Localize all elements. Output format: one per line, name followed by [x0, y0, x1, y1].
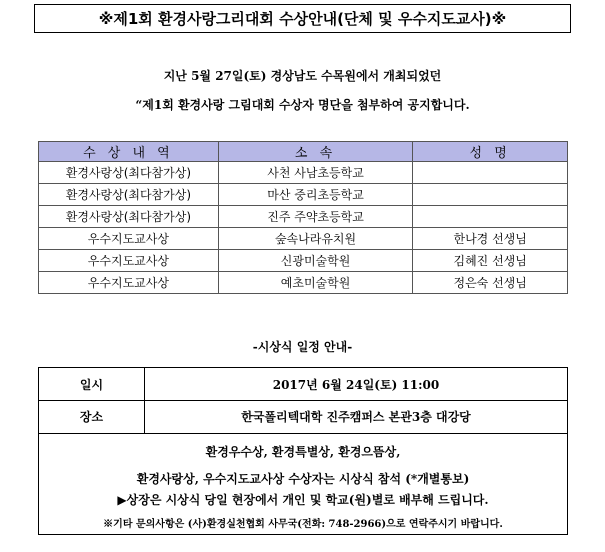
intro-line-1: 지난 5월 27일(토) 경상남도 수목원에서 개최되었던: [163, 69, 442, 83]
schedule-place-row: [39, 400, 567, 434]
place-value: 한국폴리텍대학 진주캠퍼스 본관3층 대강당: [241, 410, 471, 424]
table-row: [39, 228, 568, 250]
header-affiliation: 소 속: [218, 142, 413, 162]
note-award-list: 환경우수상, 환경특별상, 환경으뜸상,: [205, 445, 401, 459]
affiliation-cell: 예초미술학원: [218, 272, 413, 294]
name-cell: [413, 184, 568, 206]
table-row: [39, 272, 568, 294]
award-cell: 환경사랑상(최다참가상): [39, 184, 219, 206]
intro-line-2: “제1회 환경사랑 그림대회 수상자 명단을 첨부하여 공지합니다.: [135, 98, 470, 112]
name-cell: 한나경 선생님: [413, 228, 568, 250]
note-attendance: 환경사랑상, 우수지도교사상 수상자는 시상식 참석 (*개별통보): [136, 472, 470, 486]
table-row: [39, 206, 568, 228]
award-cell: 환경사랑상(최다참가상): [39, 162, 219, 184]
name-cell: 정은숙 선생님: [413, 272, 568, 294]
award-cell: 우수지도교사상: [39, 272, 219, 294]
affiliation-cell: 사천 사남초등학교: [218, 162, 413, 184]
awards-table: [38, 141, 568, 294]
schedule-box: [38, 367, 568, 535]
header-name: 성 명: [413, 142, 568, 162]
affiliation-cell: 숲속나라유치원: [218, 228, 413, 250]
table-row: [39, 184, 568, 206]
affiliation-cell: 신광미술학원: [218, 250, 413, 272]
date-value: 2017년 6월 24일(토) 11:00: [272, 377, 440, 392]
affiliation-cell: 마산 중리초등학교: [218, 184, 413, 206]
award-cell: 환경사랑상(최다참가상): [39, 206, 219, 228]
schedule-date-row: [39, 368, 567, 401]
awards-header-row: [39, 142, 568, 162]
page-title: ※제1회 환경사랑그리대회 수상안내(단체 및 우수지도교사)※: [34, 4, 571, 33]
table-row: [39, 162, 568, 184]
award-cell: 우수지도교사상: [39, 250, 219, 272]
name-cell: [413, 206, 568, 228]
note-certificate: ▶상장은 시상식 당일 현장에서 개인 및 학교(원)별로 배부해 드립니다.: [117, 493, 489, 507]
table-row: [39, 250, 568, 272]
place-label: 장소: [39, 400, 145, 433]
schedule-title: -시상식 일정 안내-: [252, 340, 353, 354]
date-label: 일시: [39, 368, 145, 400]
affiliation-cell: 진주 주약초등학교: [218, 206, 413, 228]
name-cell: [413, 162, 568, 184]
award-cell: 우수지도교사상: [39, 228, 219, 250]
header-award: 수 상 내 역: [39, 142, 219, 162]
note-contact: ※기타 문의사항은 (사)환경실천협회 사무국(전화: 748-2966)으로 연락주시기 바랍니다.: [103, 519, 503, 530]
name-cell: 김혜진 선생님: [413, 250, 568, 272]
